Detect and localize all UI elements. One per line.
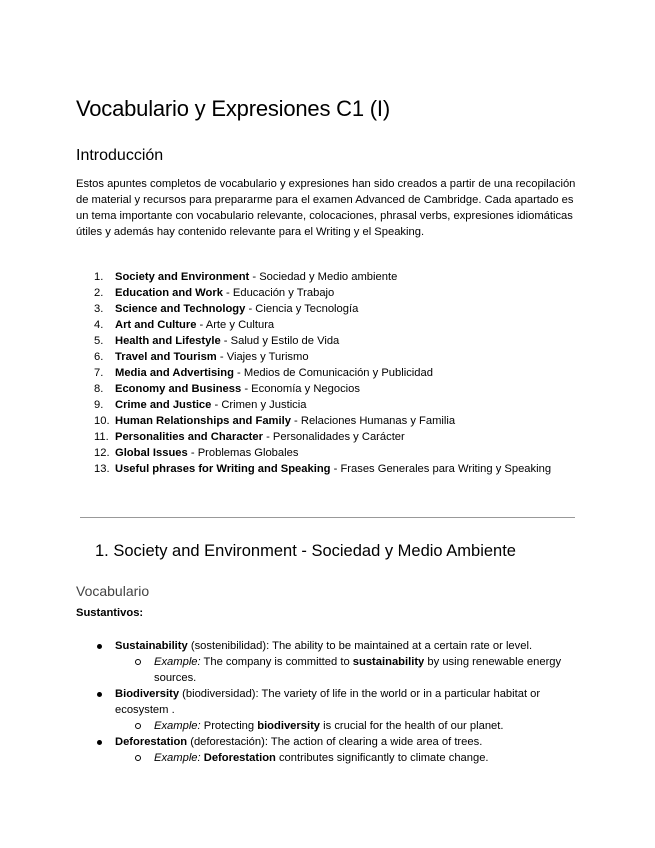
- example-line: Example: Deforestation contributes significantly to climate change.: [115, 750, 576, 766]
- toc-item: 12. Global Issues - Problemas Globales: [94, 447, 299, 459]
- example-line: Example: Protecting biodiversity is crucial for the health of our planet.: [115, 718, 576, 734]
- toc-item: 7. Media and Advertising - Medios de Comunicación y Publicidad: [94, 367, 433, 379]
- bullet-icon: [97, 644, 102, 649]
- intro-heading: Introducción: [76, 147, 164, 164]
- hollow-bullet-icon: [135, 755, 141, 761]
- section-title: 1. Society and Environment - Sociedad y Medio Ambiente: [95, 542, 516, 560]
- toc-item: 10. Human Relationships and Family - Relaciones Humanas y Familia: [94, 415, 456, 427]
- toc-item: 2. Education and Work - Educación y Trabajo: [94, 287, 335, 299]
- hollow-bullet-icon: [135, 723, 141, 729]
- toc-item: 13. Useful phrases for Writing and Speaking - Frases Generales para Writing y Speaking: [94, 463, 552, 475]
- intro-paragraph: Estos apuntes completos de vocabulario y expresiones han sido creados a partir de una recopilación de material y recursos para prepararme para el examen Advanced de Cambridge. Cada apartado es un tema importante con vocabulario relevante, colocaciones, phrasal verbs, expresiones idiomáticas útiles y además hay contenido relevante para el Writing y el Speaking.: [76, 178, 576, 238]
- document-title: Vocabulario y Expresiones C1 (I): [76, 96, 390, 121]
- bullet-icon: [97, 692, 102, 697]
- vocabulary-item: Biodiversity (biodiversidad): The variety of life in the world or in a particular habitat or ecosystem . Example: Protecting biodiversity is crucial for the health of our planet.: [76, 686, 576, 734]
- horizontal-divider: [80, 517, 575, 518]
- table-of-contents: [76, 269, 616, 477]
- bullet-icon: [97, 740, 102, 745]
- toc-item: 1. Society and Environment - Sociedad y Medio ambiente: [94, 271, 398, 283]
- hollow-bullet-icon: [135, 659, 141, 665]
- toc-item: 5. Health and Lifestyle - Salud y Estilo de Vida: [94, 335, 340, 347]
- vocabulary-list: [76, 638, 576, 766]
- toc-item: 6. Travel and Tourism - Viajes y Turismo: [94, 351, 309, 363]
- toc-item: 3. Science and Technology - Ciencia y Tecnología: [94, 303, 359, 315]
- vocabulary-item: Deforestation (deforestación): The action of clearing a wide area of trees. Example: Deforestation contributes significantly to climate change.: [76, 734, 576, 766]
- nouns-label: Sustantivos:: [76, 607, 144, 619]
- toc-item: 8. Economy and Business - Economía y Negocios: [94, 383, 360, 395]
- vocabulary-heading: Vocabulario: [76, 583, 150, 599]
- example-line: Example: The company is committed to sustainability by using renewable energy sources.: [115, 654, 576, 686]
- toc-item: 4. Art and Culture - Arte y Cultura: [94, 319, 275, 331]
- toc-item: 11. Personalities and Character - Personalidades y Carácter: [94, 431, 405, 443]
- toc-item: 9. Crime and Justice - Crimen y Justicia: [94, 399, 307, 411]
- vocabulary-item: Sustainability (sostenibilidad): The ability to be maintained at a certain rate or level. Example: The company is committed to sustainability by using renewable energy sources.: [76, 638, 576, 686]
